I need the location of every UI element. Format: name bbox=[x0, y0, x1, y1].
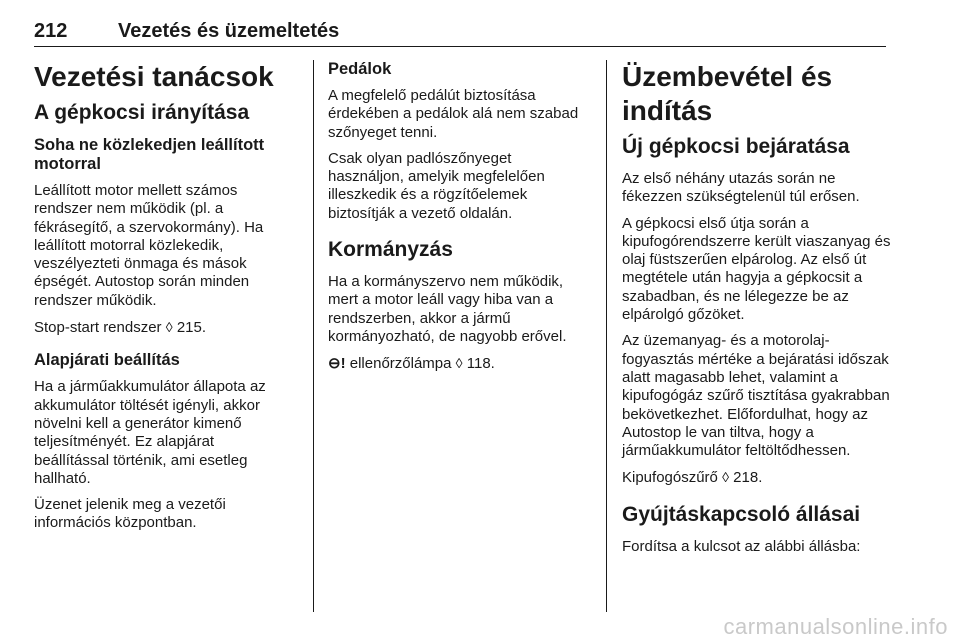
column-divider bbox=[606, 60, 607, 612]
cross-reference bbox=[622, 468, 892, 487]
paragraph: Az első néhány utazás során ne fékezzen szükségtelenül túl erősen. bbox=[622, 170, 860, 206]
steering-warning-icon: ⊖! bbox=[328, 355, 346, 373]
reference-page: 215 bbox=[176, 319, 202, 337]
paragraph: Az üzemanyag- és a motorolaj-fogyasztás mértéke a bejáratási időszak alatt magasabb lehet, valamint a kipufogógáz szűrő tisztítása gyakrabban bekövetkezhet. Előfordulhat, hogy az Autostop le van tiltva, hogy a járműakkumulátor feltöltődhessen. bbox=[622, 332, 890, 460]
section-title-startup: Üzembevétel és indítás bbox=[622, 61, 833, 126]
column-middle bbox=[328, 60, 590, 382]
reference-text: ellenőrzőlámpa bbox=[349, 355, 452, 373]
paragraph: Ha a járműakkumulátor állapota az akkumulátor töltését igényli, akkor növelni kell a generátor kimenő teljesítményét. Ez alapjárat beállítással történik, ami esetleg hallható. bbox=[34, 378, 266, 487]
page-ref-arrow-icon: ◊ bbox=[722, 469, 729, 486]
paragraph: Csak olyan padlószőnyeget használjon, amelyik megfelelően illeszkedik és a rögzítőelemek biztosítják a vezető oldalán. bbox=[328, 149, 545, 222]
reference-text: Kipufogószűrő bbox=[622, 469, 718, 487]
heading-pedals: Pedálok bbox=[328, 60, 392, 78]
reference-page: 218. bbox=[733, 469, 763, 487]
paragraph: Leállított motor mellett számos rendszer nem működik (pl. a fékrásegítő, a szervokormány). Ha leállított motorral közlekedik, veszélyezteti önmaga és mások épségét. Autostop során minden rendszer működik. bbox=[34, 182, 264, 309]
heading-ignition-positions: Gyújtáskapcsoló állásai bbox=[622, 502, 861, 526]
paragraph: Ha a kormányszervo nem működik, mert a motor leáll vagy hiba van a rendszerben, akkor a jármű kormányozható, de nagyobb erővel. bbox=[328, 273, 567, 345]
paragraph: Fordítsa a kulcsot az alábbi állásba: bbox=[622, 537, 861, 555]
section-subtitle: A gépkocsi irányítása bbox=[34, 101, 250, 124]
page-number: 212 bbox=[34, 20, 68, 42]
section-subtitle: Új gépkocsi bejáratása bbox=[622, 135, 850, 158]
paragraph: A megfelelő pedálút biztosítása érdekében a pedálok alá nem szabad szőnyeget tenni. bbox=[328, 87, 579, 141]
cross-reference: Stop-start rendszer ◊ 215. bbox=[34, 319, 207, 337]
page-ref-arrow-icon: ◊ bbox=[165, 319, 173, 336]
page-title: Vezetési tanácsok bbox=[34, 61, 274, 92]
reference-page: 118. bbox=[466, 355, 495, 373]
watermark: carmanualsonline.info bbox=[723, 614, 948, 639]
heading-steering: Kormányzás bbox=[328, 238, 453, 262]
page-ref-arrow-icon: ◊ bbox=[455, 355, 463, 372]
section-title: Vezetés és üzemeltetés bbox=[118, 20, 340, 42]
column-divider bbox=[313, 60, 314, 612]
paragraph: A gépkocsi első útja során a kipufogórendszerre került viaszanyag és olaj füstszerűen elpárolog. Az első út megtétele után hagyja a gépkocsit a szabadban, és ne lélegezze be az elpárolgó gőzöket. bbox=[622, 214, 891, 324]
heading-engine-off: Soha ne közlekedjen leállított motorral bbox=[34, 136, 265, 173]
heading-idle-setting: Alapjárati beállítás bbox=[34, 351, 180, 370]
page-header bbox=[34, 8, 886, 47]
reference-text: Stop-start rendszer bbox=[34, 319, 162, 337]
cross-reference bbox=[328, 354, 590, 373]
column-right bbox=[622, 60, 892, 564]
paragraph: Üzenet jelenik meg a vezetői információs központban. bbox=[34, 496, 226, 532]
column-left bbox=[34, 60, 292, 541]
